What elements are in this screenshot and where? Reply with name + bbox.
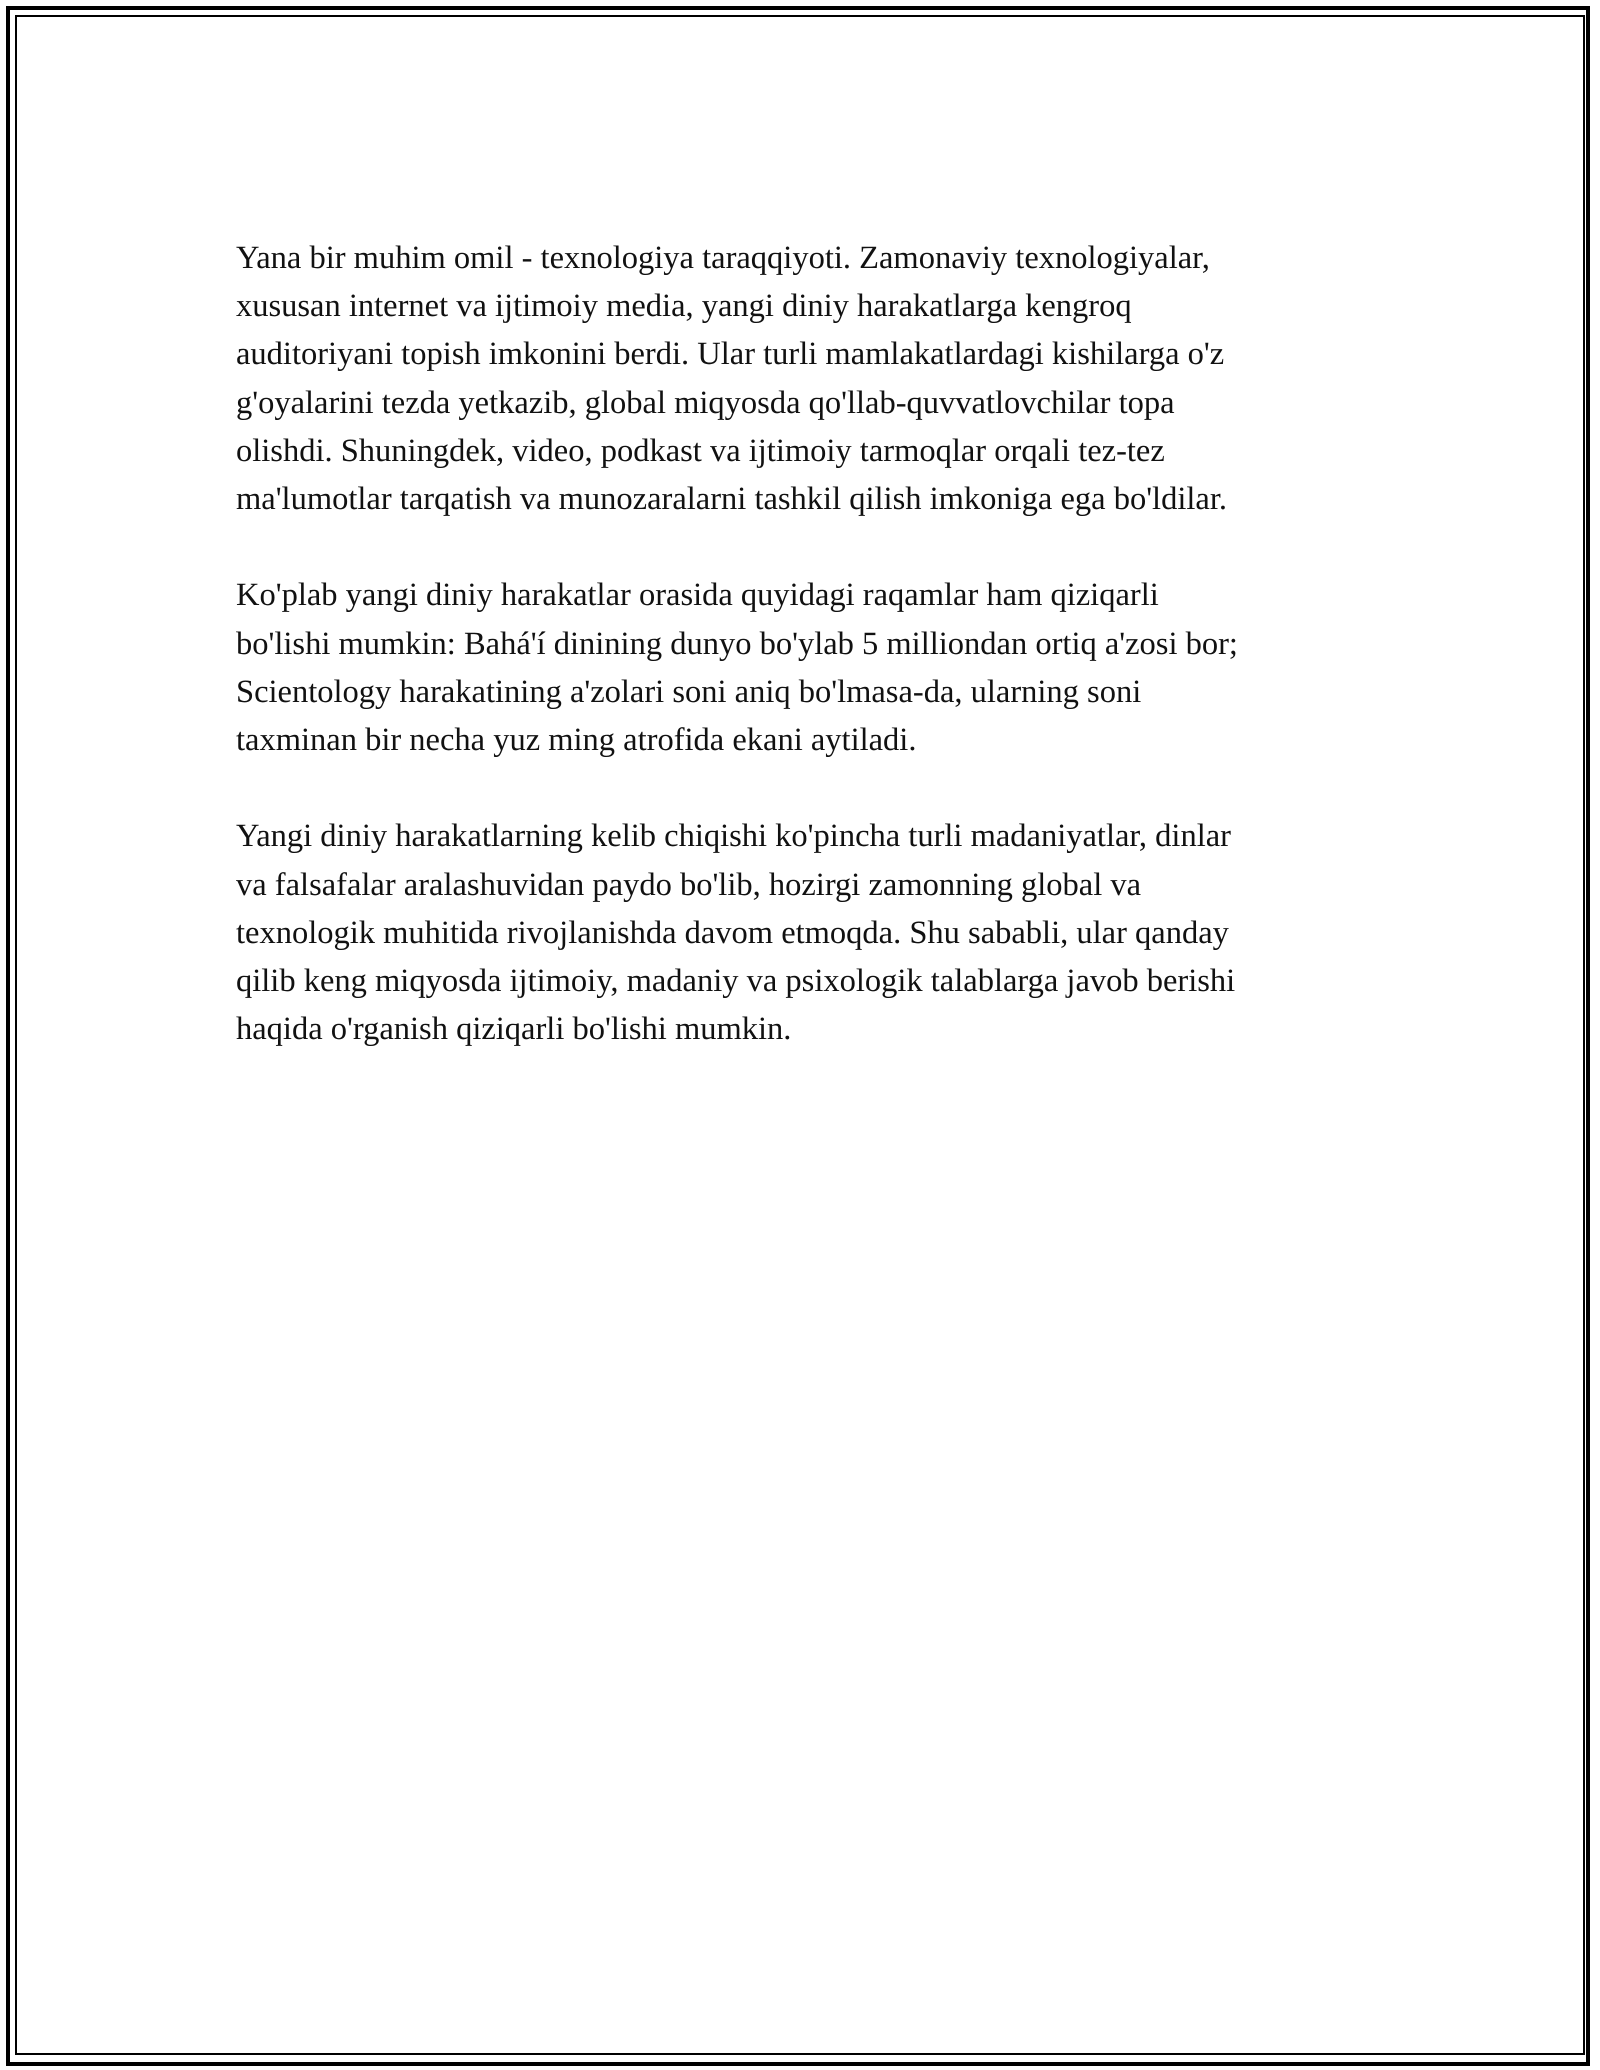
text-line: qilib keng miqyosda ijtimoiy, madaniy va psixologik talablarga javob berishi	[236, 963, 1236, 1000]
text-line: texnologik muhitida rivojlanishda davom etmoqda. Shu sababli, ular qanday	[236, 914, 1229, 951]
text-line: taxminan bir necha yuz ming atrofida ekani aytiladi.	[236, 722, 917, 759]
text-line: Ko'plab yangi diniy harakatlar orasida quyidagi raqamlar ham qiziqarli	[236, 577, 1159, 614]
text-line: Scientology harakatining a'zolari soni aniq bo'lmasa-da, ularning soni	[236, 673, 1142, 710]
text-line: xususan internet va ijtimoiy media, yangi diniy harakatlarga kengroq	[236, 288, 1132, 325]
paragraph-technology	[236, 234, 1406, 523]
text-line: olishdi. Shuningdek, video, podkast va ijtimoiy tarmoqlar orqali tez-tez	[236, 432, 1165, 469]
text-line: Yana bir muhim omil - texnologiya taraqqiyoti. Zamonaviy texnologiyalar,	[236, 240, 1210, 276]
text-line: ma'lumotlar tarqatish va munozaralarni tashkil qilish imkoniga ega bo'ldilar.	[236, 481, 1227, 518]
text-line: va falsafalar aralashuvidan paydo bo'lib, hozirgi zamonning global va	[236, 866, 1142, 903]
document-body	[236, 234, 1406, 1102]
paragraph-origins	[236, 812, 1406, 1053]
text-line: auditoriyani topish imkonini berdi. Ular turli mamlakatlardagi kishilarga o'z	[236, 336, 1225, 373]
text-line: g'oyalarini tezda yetkazib, global miqyosda qo'llab-quvvatlovchilar topa	[236, 384, 1175, 421]
paragraph-statistics	[236, 571, 1406, 764]
text-line: Yangi diniy harakatlarning kelib chiqishi ko'pincha turli madaniyatlar, dinlar	[236, 818, 1231, 855]
text-line: haqida o'rganish qiziqarli bo'lishi mumkin.	[236, 1011, 792, 1048]
text-line: bo'lishi mumkin: Bahá'í dinining dunyo bo'ylab 5 milliondan ortiq a'zosi bor;	[236, 625, 1238, 662]
